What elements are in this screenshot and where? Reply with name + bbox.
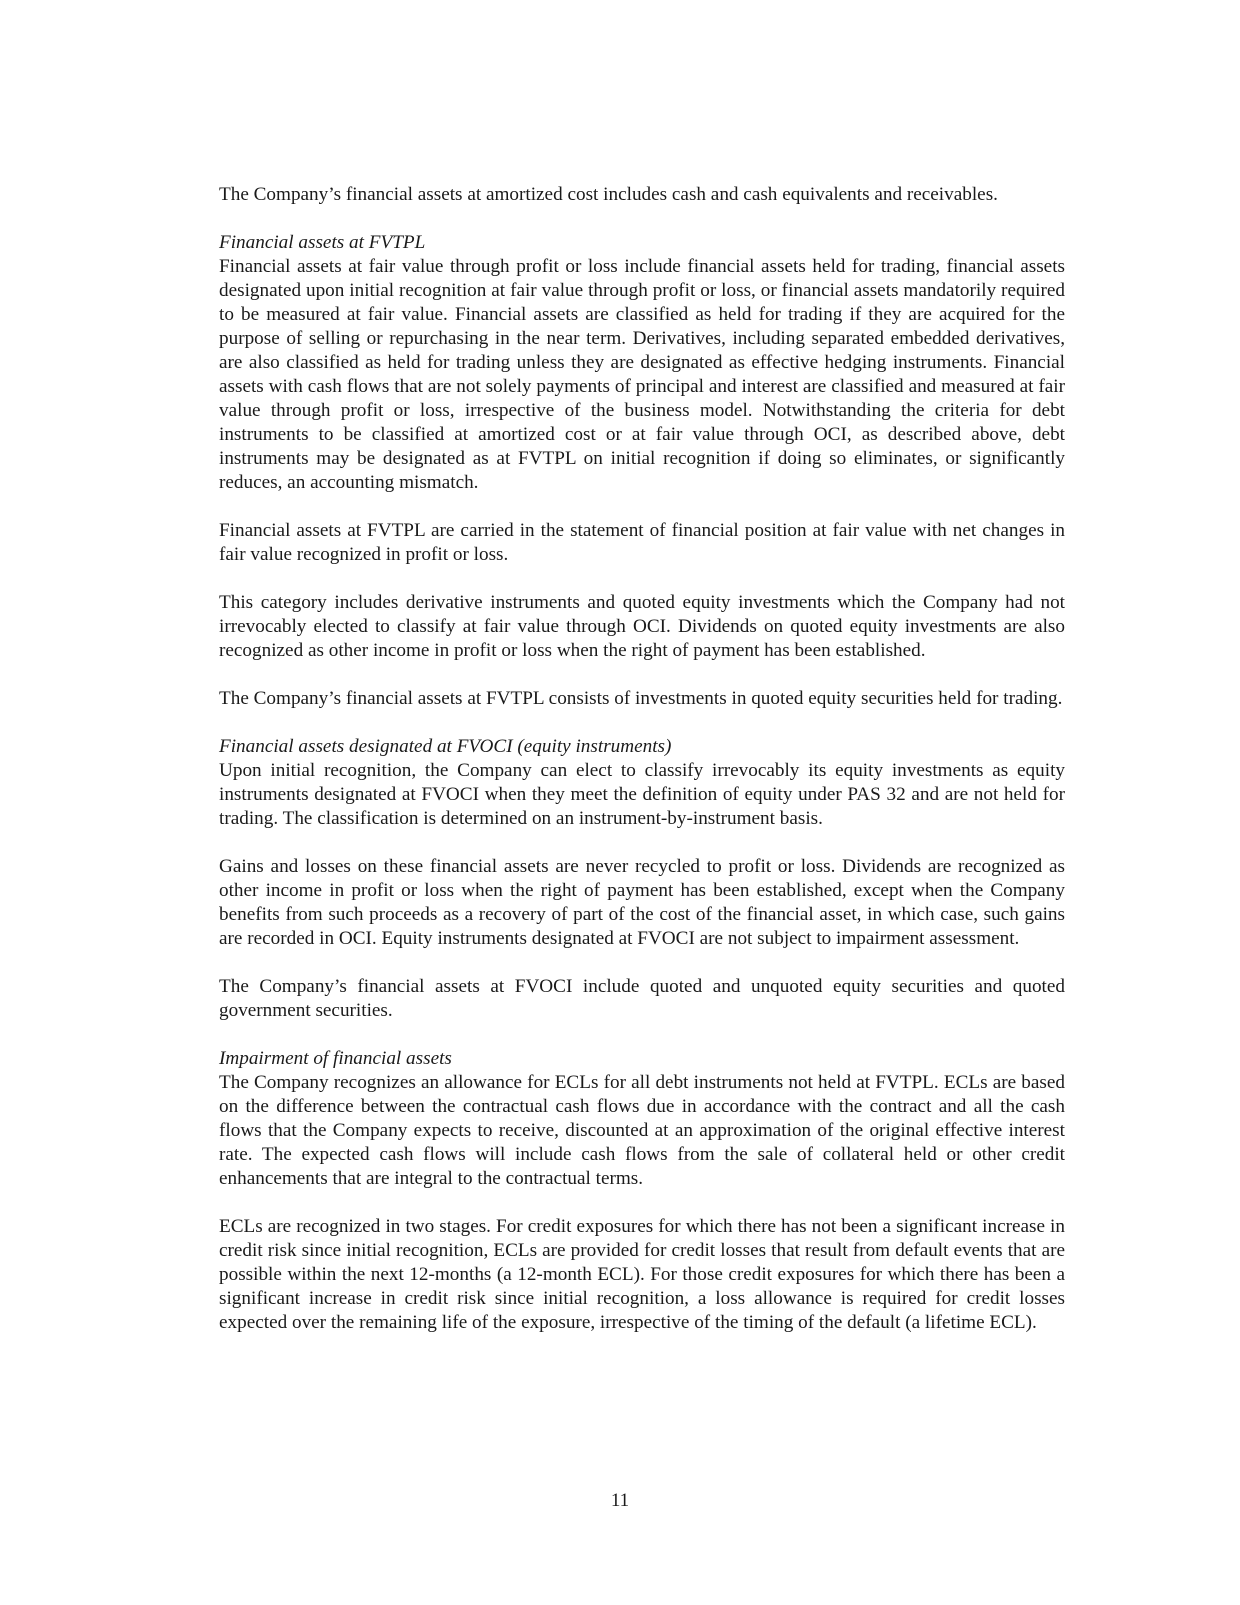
paragraph-text: The Company recognizes an allowance for ECLs for all debt instruments not held at FVTPL. ECLs are based on the difference between the contractual cash flows due in accordance with the contract and all the cash flows that the Company expects to receive, discounted at an approximation of the original effective interest rate. The expected cash flows will include cash flows from the sale of collateral held or other credit enhancements that are integral to the contractual terms.: [219, 1072, 1065, 1189]
paragraph-category-derivatives: [219, 591, 1065, 663]
paragraph-fvtpl-carried: [219, 519, 1065, 567]
section-impairment: [219, 1047, 1065, 1191]
paragraph-gains-losses: [219, 855, 1065, 951]
paragraph-text: Financial assets at FVTPL are carried in the statement of financial position at fair value with net changes in fair value recognized in profit or loss.: [219, 520, 1065, 565]
paragraph-text: ECLs are recognized in two stages. For credit exposures for which there has not been a significant increase in credit risk since initial recognition, ECLs are provided for credit losses that result from default events that are possible within the next 12-months (a 12-month ECL). For those credit exposures for which there has been a significant increase in credit risk since initial recognition, a loss allowance is required for credit losses expected over the remaining life of the exposure, irrespective of the timing of the default (a lifetime ECL).: [219, 1216, 1065, 1333]
section-fvoci: [219, 735, 1065, 831]
paragraph-ecl-stages: [219, 1215, 1065, 1335]
paragraph-text: Upon initial recognition, the Company can elect to classify irrevocably its equity investments as equity instruments designated at FVOCI when they meet the definition of equity under PAS 32 and are not held for trading. The classification is determined on an instrument-by-instrument basis.: [219, 760, 1065, 829]
paragraph-fvoci-include: [219, 975, 1065, 1023]
paragraph-text: The Company’s financial assets at amortized cost includes cash and cash equivalents and receivables.: [219, 184, 998, 205]
section-heading-impairment: Impairment of financial assets: [219, 1048, 452, 1069]
paragraph-fvtpl-consists: [219, 687, 1065, 711]
document-body: [219, 183, 1065, 1359]
paragraph-amortized-cost: [219, 183, 1065, 207]
paragraph-text: This category includes derivative instruments and quoted equity investments which the Company had not irrevocably elected to classify at fair value through OCI. Dividends on quoted equity investments are also recognized as other income in profit or loss when the right of payment has been established.: [219, 592, 1065, 661]
section-heading-fvoci: Financial assets designated at FVOCI (equity instruments): [219, 736, 672, 757]
page-number: 11: [610, 1490, 630, 1511]
paragraph-text: The Company’s financial assets at FVOCI include quoted and unquoted equity securities and quoted government securities.: [219, 976, 1065, 1021]
paragraph-text: Financial assets at fair value through profit or loss include financial assets held for trading, financial assets designated upon initial recognition at fair value through profit or loss, or financial assets mandatorily required to be measured at fair value. Financial assets are classified as held for trading if they are acquired for the purpose of selling or repurchasing in the near term. Derivatives, including separated embedded derivatives, are also classified as held for trading unless they are designated as effective hedging instruments. Financial assets with cash flows that are not solely payments of principal and interest are classified and measured at fair value through profit or loss, irrespective of the business model. Notwithstanding the criteria for debt instruments to be classified at amortized cost or at fair value through OCI, as described above, debt instruments may be designated as at FVTPL on initial recognition if doing so eliminates, or significantly reduces, an accounting mismatch.: [219, 256, 1065, 493]
paragraph-text: Gains and losses on these financial assets are never recycled to profit or loss. Dividends are recognized as other income in profit or loss when the right of payment has been established, except when the Company benefits from such proceeds as a recovery of part of the cost of the financial asset, in which case, such gains are recorded in OCI. Equity instruments designated at FVOCI are not subject to impairment assessment.: [219, 856, 1065, 949]
paragraph-text: The Company’s financial assets at FVTPL consists of investments in quoted equity securities held for trading.: [219, 688, 1063, 709]
section-heading-fvtpl: Financial assets at FVTPL: [219, 232, 426, 253]
section-fvtpl: [219, 231, 1065, 495]
